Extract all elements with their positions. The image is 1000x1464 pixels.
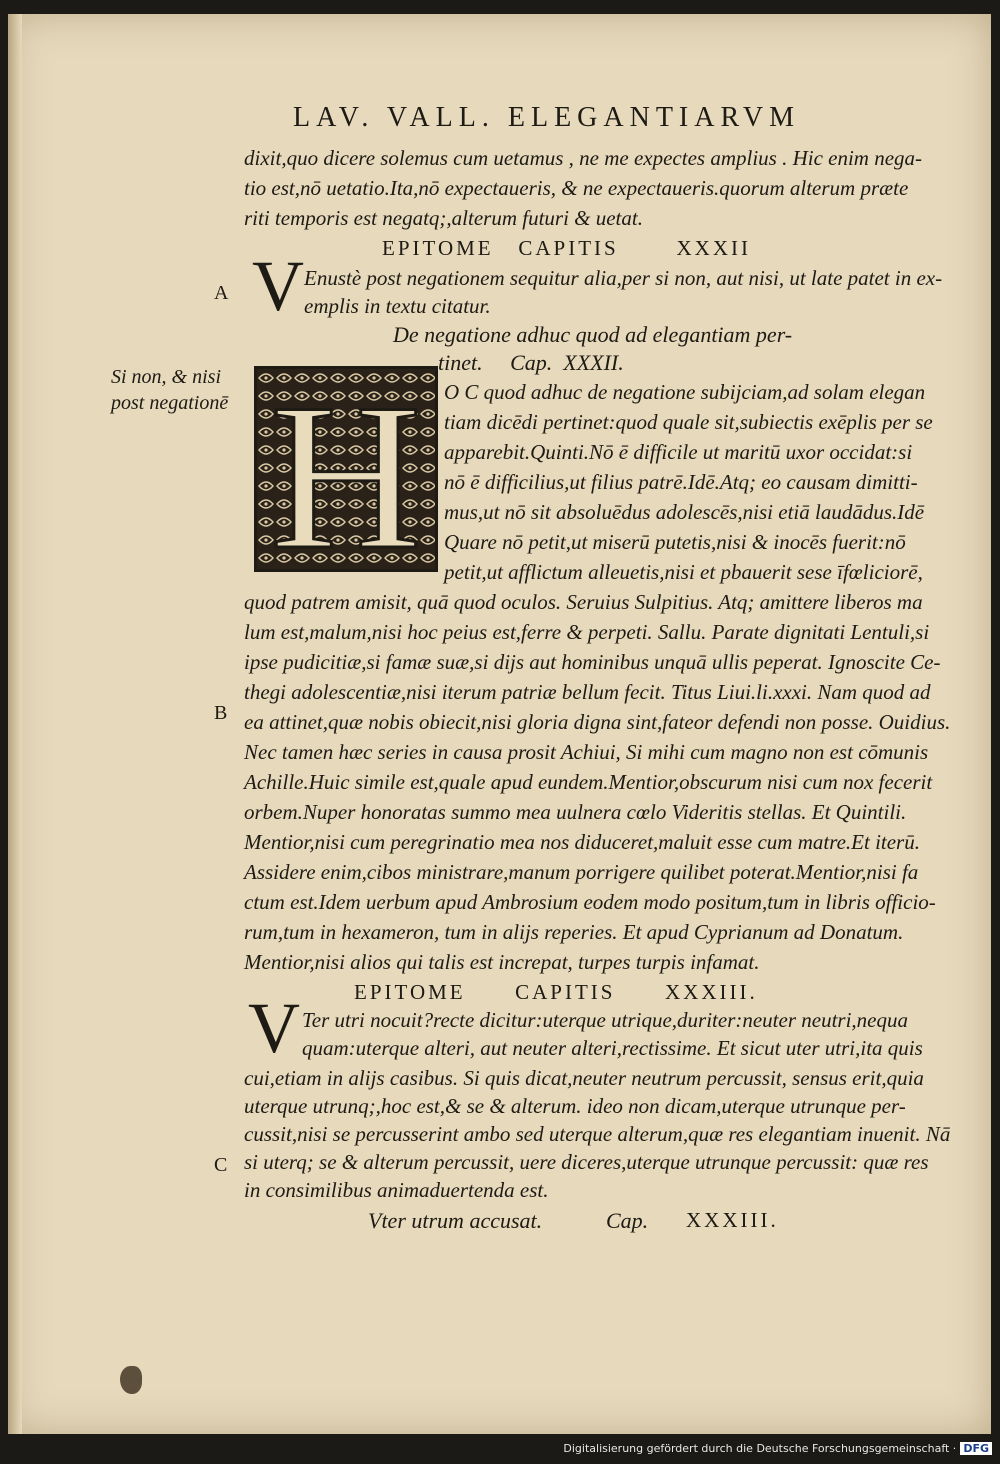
text-line: riti temporis est negatq;,alterum futuri & uetat. (244, 206, 643, 230)
text-line: petit,ut afflictum alleuetis,nisi et pbauerit sese īfœliciorē, (444, 560, 923, 584)
text-line: O C quod adhuc de negatione subijciam,ad solam elegan (444, 380, 926, 404)
digitization-credit: Digitalisierung gefördert durch die Deutsche Forschungsgemeinschaft · DFG (563, 1442, 992, 1455)
text-line: Enustè post negationem sequitur alia,per si non, aut nisi, ut late patet in ex- (304, 266, 943, 290)
dfg-logo: DFG (960, 1442, 992, 1455)
margin-letter-b: B (214, 702, 228, 724)
page-spine-shadow (8, 14, 22, 1434)
ink-stain (120, 1366, 142, 1394)
book-page (8, 14, 991, 1434)
text-line: Mentior,nisi cum peregrinatio mea nos diduceret,maluit esse cum matre.Et iterū. (244, 830, 920, 854)
text-line: mus,ut nō sit absoluēdus adolescēs,nisi etiā laudādus.Idē (444, 500, 925, 524)
margin-note: Si non, & nisi post negationē (111, 366, 229, 414)
text-line: dixit,quo dicere solemus cum uetamus , ne me expectes amplius . Hic enim nega- (244, 146, 923, 170)
text-line: in consimilibus animaduertenda est. (244, 1178, 549, 1202)
text-line: apparebit.Quinti.Nō ē difficile ut maritū uxor occidat:si (444, 440, 913, 464)
text-line: Quare nō petit,ut miserū putetis,nisi & inocēs fuerit:nō (444, 530, 906, 554)
text-line: nō ē difficilius,ut filius patrē.Idē.Atq; eo causam dimitti- (444, 470, 918, 494)
chapter-title-cont: tinet. Cap. XXXII. (438, 350, 624, 375)
text-line: rum,tum in hexameron, tum in alijs reperies. Et apud Cyprianum ad Donatum. (244, 920, 904, 944)
text-line: quod patrem amisit, quā quod oculos. Seruius Sulpitius. Atq; amittere liberos ma (244, 590, 923, 614)
text-line: cui,etiam in alijs casibus. Si quis dicat,neuter neutrum percussit, sensus erit,quia (244, 1066, 924, 1090)
text-line: tio est,nō uetatio.Ita,nō expectaueris, & ne expectaueris.quorum alterum præte (244, 176, 909, 200)
margin-letter-a: A (214, 282, 229, 304)
chapter-number: XXXIII. (686, 1208, 779, 1232)
text-line: lum est,malum,nisi hoc peius est,ferre & perpeti. Sallu. Parate dignitati Lentuli,si (244, 620, 930, 644)
text-line: si uterq; se & alterum percussit, uere diceres,uterque utrunque percussit: quæ res (244, 1150, 929, 1174)
chapter-title: De negatione adhuc quod ad elegantiam per- (393, 322, 793, 347)
running-title: LAV. VALL. ELEGANTIARVM (293, 102, 801, 133)
text-line: Ter utri nocuit?recte dicitur:uterque utrique,duriter:neuter neutri,nequa (302, 1008, 908, 1032)
text-line: Assidere enim,cibos ministrare,manum porrigere quilibet poterat.Mentior,nisi fa (244, 860, 919, 884)
text-line: Achille.Huic simile est,quale apud eundem.Mentior,obscurum nisi cum nox fecerit (244, 770, 933, 794)
text-line: Nec tamen hæc series in causa prosit Achiui, Si mihi cum magno non est cōmunis (244, 740, 929, 764)
text-line: cussit,nisi se percusserint ambo sed uterque alterum,quæ res elegantiam inuenit. Nā (244, 1122, 951, 1146)
svg-text:H: H (270, 369, 422, 569)
epitome-heading-32: EPITOME CAPITIS XXXII (382, 236, 751, 260)
text-line: emplis in textu citatur. (304, 294, 491, 318)
decorated-initial-h (254, 366, 438, 572)
text-line: uterque utrunq;,hoc est,& se & alterum. ideo non dicam,uterque utrunque per- (244, 1094, 906, 1118)
text-line: thegi adolescentiæ,nisi iterum patriæ bellum fecit. Titus Liui.li.xxxi. Nam quod ad (244, 680, 931, 704)
text-line: ea attinet,quæ nobis obiecit,nisi gloria digna sint,fateor defendi non posse. Ouidius. (244, 710, 951, 734)
epitome-heading-33: EPITOME CAPITIS XXXIII. (354, 980, 758, 1004)
initial-v: V (252, 246, 304, 326)
margin-letter-c: C (214, 1154, 228, 1176)
text-line: orbem.Nuper honoratas summo mea uulnera cœlo Videritis stellas. Et Quintili. (244, 800, 907, 824)
text-line: Mentior,nisi alios qui talis est increpat, turpes turpis infamat. (244, 950, 760, 974)
text-line: quam:uterque alteri, aut neuter alteri,rectissime. Et sicut uter utri,ita quis (302, 1036, 923, 1060)
initial-v: V (248, 988, 300, 1068)
chapter-title-33: Vter utrum accusat. (368, 1208, 543, 1233)
text-line: ipse pudicitiæ,si famæ suæ,si dijs aut hominibus unquā ullis peperat. Ignoscite Ce- (244, 650, 941, 674)
chapter-cap-label: Cap. (606, 1208, 649, 1233)
ornament-pattern-icon (257, 369, 435, 569)
text-line: ctum est.Idem uerbum apud Ambrosium eodem modo positum,tum in libris officio- (244, 890, 936, 914)
text-line: tiam dicēdi pertinet:quod quale sit,subiectis exēplis per se (444, 410, 933, 434)
